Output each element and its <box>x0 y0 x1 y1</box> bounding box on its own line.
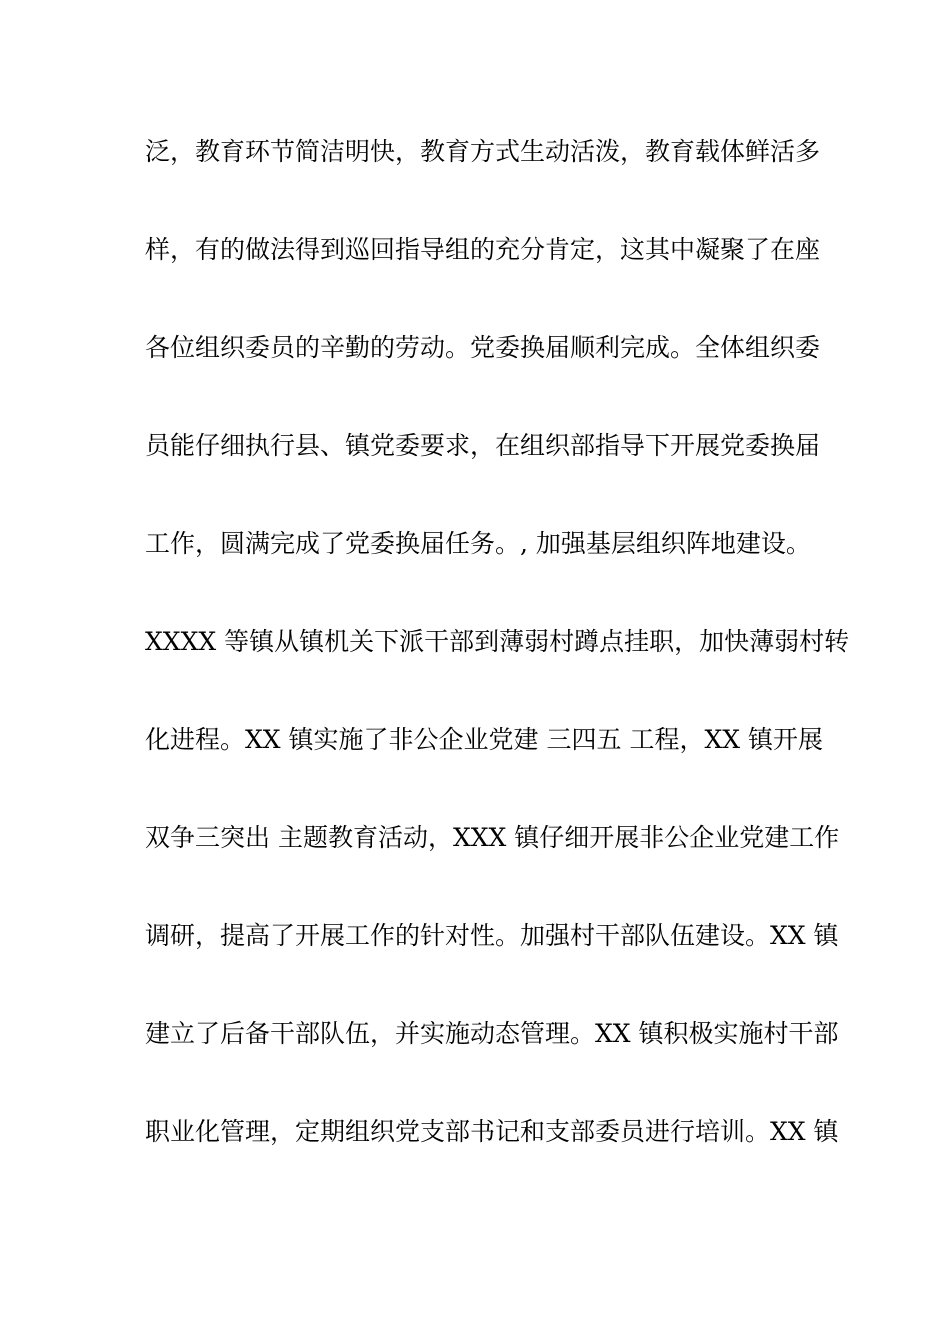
text-line: 建立了后备干部队伍，并实施动态管理。XX 镇积极实施村干部 <box>145 1019 839 1048</box>
text-line: 样，有的做法得到巡回指导组的充分肯定，这其中凝聚了在座 <box>145 235 821 264</box>
text-line: 员能仔细执行县、镇党委要求，在组织部指导下开展党委换届 <box>145 431 821 460</box>
text-line: 工作，圆满完成了党委换届任务。, 加强基层组织阵地建设。 <box>145 529 811 558</box>
body-text <box>145 132 850 1210</box>
text-line: 化进程。XX 镇实施了非公企业党建 三四五 工程，XX 镇开展 <box>145 725 823 754</box>
text-line: 双争三突出 主题教育活动，XXX 镇仔细开展非公企业党建工作 <box>145 823 840 852</box>
text-line: 职业化管理，定期组织党支部书记和支部委员进行培训。XX 镇 <box>145 1117 839 1146</box>
text-line: 调研，提高了开展工作的针对性。加强村干部队伍建设。XX 镇 <box>145 921 839 950</box>
text-line: 泛，教育环节简洁明快，教育方式生动活泼，教育载体鲜活多 <box>145 137 821 166</box>
text-line: 各位组织委员的辛勤的劳动。党委换届顺利完成。全体组织委 <box>145 333 821 362</box>
text-line: XXXX 等镇从镇机关下派干部到薄弱村蹲点挂职，加快薄弱村转 <box>145 627 850 656</box>
